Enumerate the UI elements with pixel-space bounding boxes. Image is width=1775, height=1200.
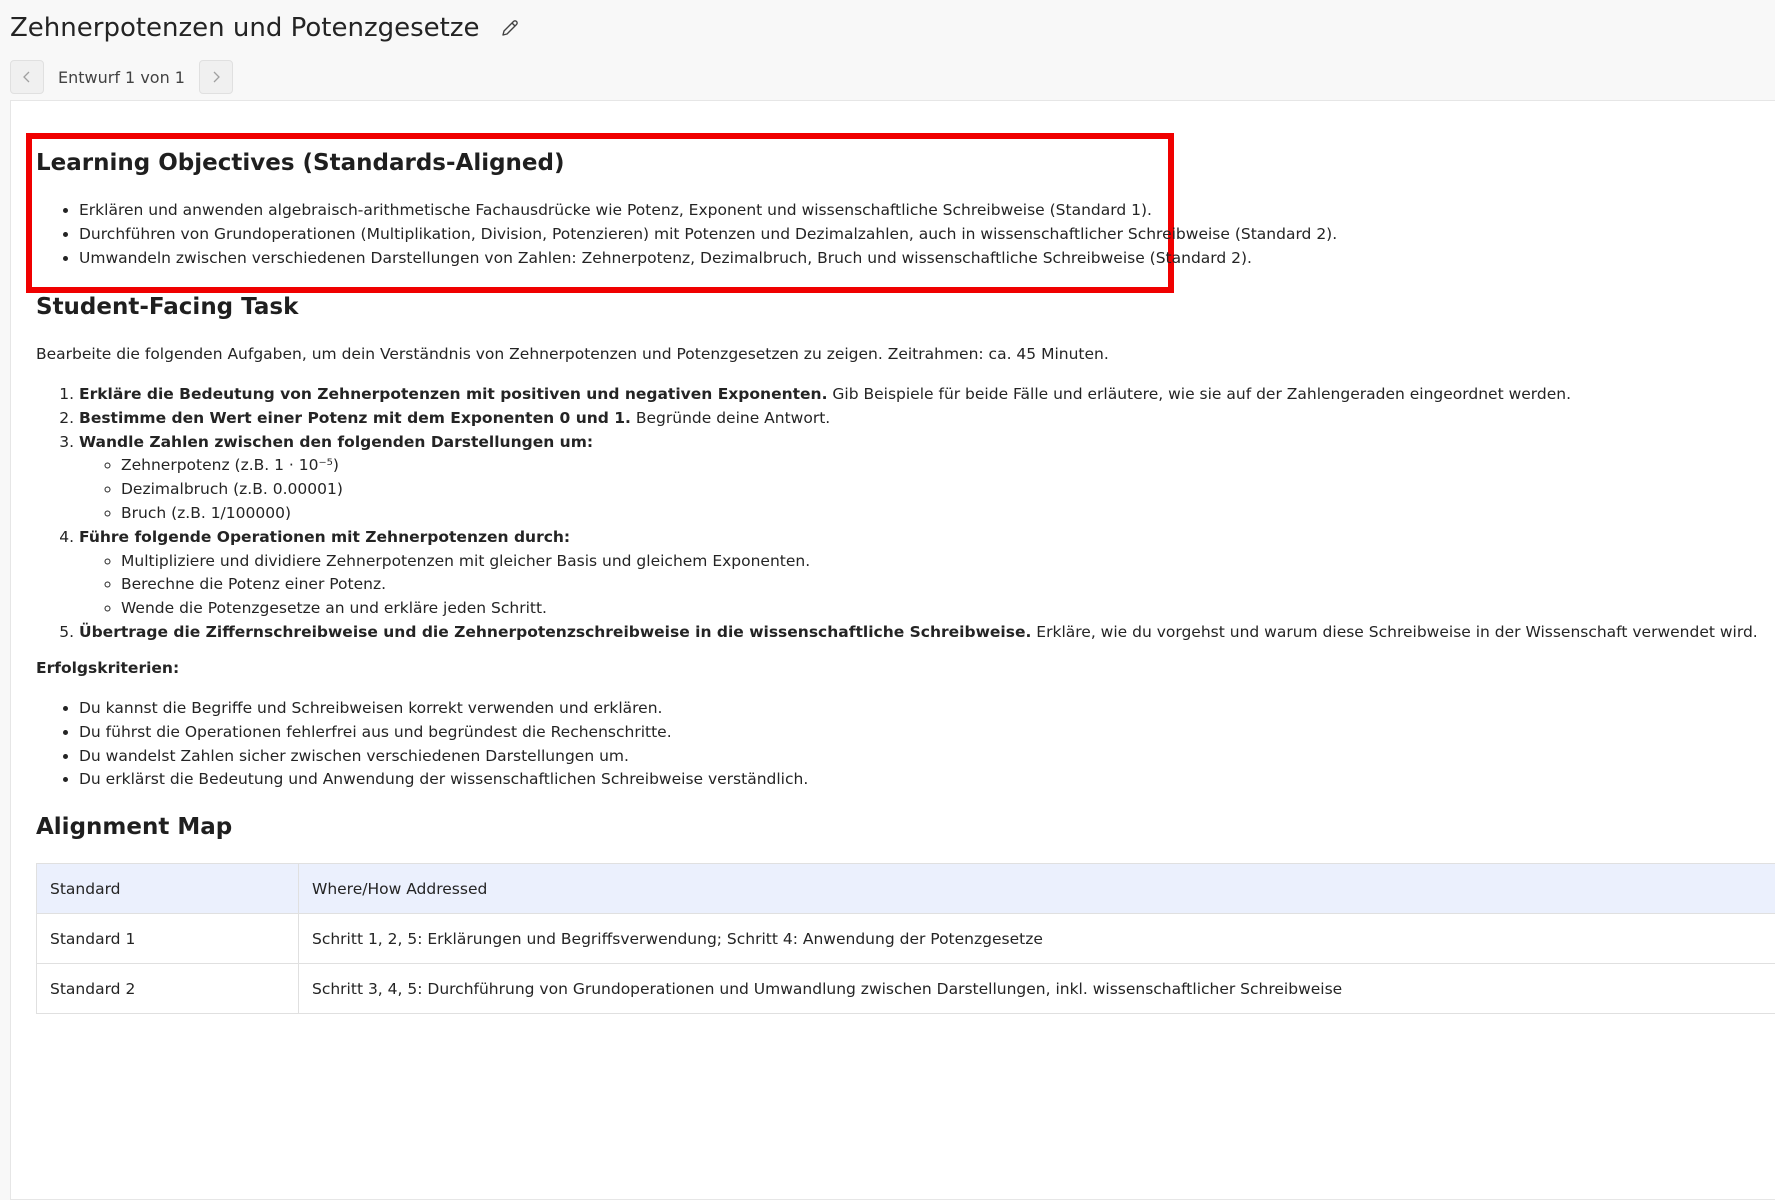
step-bold-text: Übertrage die Ziffernschreibweise und die Zehnerpotenzschreibweise in die wissenschaftliche Schreibweise. [79, 623, 1031, 641]
table-cell: Schritt 3, 4, 5: Durchführung von Grundoperationen und Umwandlung zwischen Darstellungen, inkl. wissenschaftlicher Schreibweise [299, 964, 1775, 1014]
table-row [37, 914, 1775, 964]
task-step [79, 431, 1758, 526]
task-step [79, 621, 1758, 645]
table-header-row [37, 864, 1775, 914]
sub-list-item: ◦ Dezimalbruch (z.B. 0.00001) [121, 478, 1758, 502]
list-item: • Umwandeln zwischen verschiedenen Darstellungen von Zahlen: Zehnerpotenz, Dezimalbruch, Bruch und wissenschaftliche Schreibweise (Standard 2). [79, 247, 1337, 271]
list-item: • Du führst die Operationen fehlerfrei aus und begründest die Rechenschritte. [79, 721, 808, 745]
draft-navigation [10, 60, 233, 94]
sub-list-item: ◦ Wende die Potenzgesetze an und erkläre jeden Schritt. [121, 597, 1758, 621]
next-draft-button[interactable] [199, 60, 233, 94]
task-heading: Student-Facing Task [36, 294, 298, 320]
alignment-heading: Alignment Map [36, 814, 232, 840]
sub-list-item: ◦ Berechne die Potenz einer Potenz. [121, 573, 1758, 597]
task-step [79, 383, 1758, 407]
list-item: • Erklären und anwenden algebraisch-arithmetische Fachausdrücke wie Potenz, Exponent und wissenschaftliche Schreibweise (Standard 1). [79, 199, 1337, 223]
sub-list [79, 454, 1758, 525]
chevron-right-icon [210, 71, 222, 83]
criteria-list [36, 697, 808, 792]
objectives-list [36, 199, 1337, 270]
list-item: • Du kannst die Begriffe und Schreibweisen korrekt verwenden und erklären. [79, 697, 808, 721]
title-row [10, 10, 522, 46]
sub-list [79, 550, 1758, 621]
step-bold-text: Bestimme den Wert einer Potenz mit dem Exponenten 0 und 1. [79, 409, 631, 427]
step-bold-text: Führe folgende Operationen mit Zehnerpotenzen durch: [79, 528, 570, 546]
objectives-heading: Learning Objectives (Standards-Aligned) [36, 150, 565, 176]
table-cell: Standard 2 [37, 964, 299, 1014]
edit-pencil-icon[interactable] [498, 16, 522, 40]
step-text: Begründe deine Antwort. [631, 409, 830, 427]
list-item: • Du erklärst die Bedeutung und Anwendung der wissenschaftlichen Schreibweise verständlich. [79, 768, 808, 792]
criteria-label: Erfolgskriterien: [36, 659, 179, 677]
page-title: Zehnerpotenzen und Potenzgesetze [10, 11, 480, 45]
previous-draft-button[interactable] [10, 60, 44, 94]
document-card [10, 100, 1775, 1200]
task-intro: Bearbeite die folgenden Aufgaben, um dein Verständnis von Zehnerpotenzen und Potenzgesetzen zu zeigen. Zeitrahmen: ca. 45 Minuten. [36, 345, 1109, 363]
task-step [79, 526, 1758, 621]
draft-counter: Entwurf 1 von 1 [58, 68, 185, 87]
list-item: • Durchführen von Grundoperationen (Multiplikation, Division, Potenzieren) mit Potenzen und Dezimalzahlen, auch in wissenschaftlicher Schreibweise (Standard 2). [79, 223, 1337, 247]
list-item: • Du wandelst Zahlen sicher zwischen verschiedenen Darstellungen um. [79, 745, 808, 769]
task-step [79, 407, 1758, 431]
step-bold-text: Wandle Zahlen zwischen den folgenden Darstellungen um: [79, 433, 593, 451]
chevron-left-icon [21, 71, 33, 83]
step-text: Erkläre, wie du vorgehst und warum diese Schreibweise in der Wissenschaft verwendet wird. [1031, 623, 1757, 641]
step-text: Gib Beispiele für beide Fälle und erläutere, wie sie auf der Zahlengeraden eingeordnet werden. [827, 385, 1571, 403]
table-cell: Schritt 1, 2, 5: Erklärungen und Begriffsverwendung; Schritt 4: Anwendung der Potenzgesetze [299, 914, 1775, 964]
sub-list-item: ◦ Zehnerpotenz (z.B. 1 · 10⁻⁵) [121, 454, 1758, 478]
table-row [37, 964, 1775, 1014]
sub-list-item: ◦ Multipliziere und dividiere Zehnerpotenzen mit gleicher Basis und gleichem Exponenten. [121, 550, 1758, 574]
table-cell: Standard 1 [37, 914, 299, 964]
column-header: Where/How Addressed [299, 864, 1775, 914]
step-bold-text: Erkläre die Bedeutung von Zehnerpotenzen mit positiven und negativen Exponenten. [79, 385, 827, 403]
task-steps-list [36, 383, 1758, 645]
column-header: Standard [37, 864, 299, 914]
sub-list-item: ◦ Bruch (z.B. 1/100000) [121, 502, 1758, 526]
alignment-table [36, 863, 1775, 1014]
